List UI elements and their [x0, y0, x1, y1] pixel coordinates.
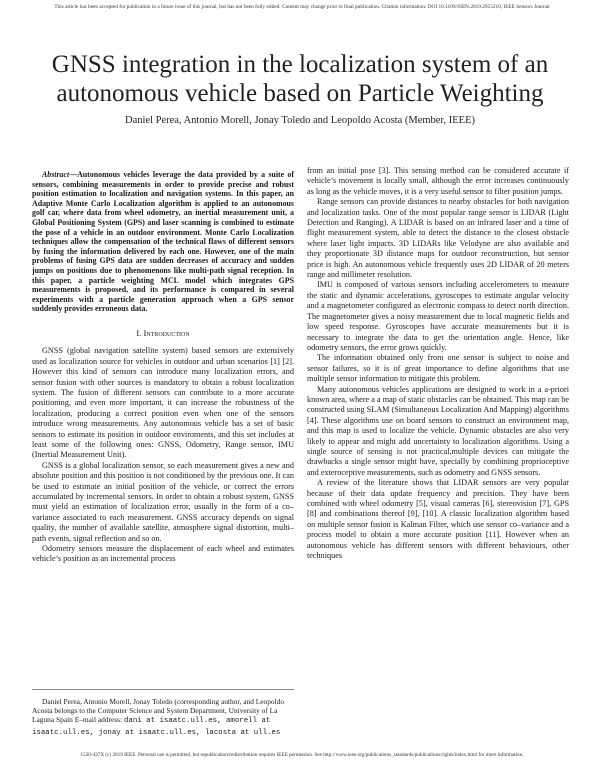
author-footnote	[32, 689, 294, 738]
body-paragraph-5: Many autonomous vehicles applications are designed to work in a a-priori known area, where a a map of static obstacles can be obtained. This map can be constructed using SLAM (Simultaneous Localization And Mapping) algorithms [4]. These algorithms use on board sensors to construct an environment map, and this map is used to localize the vehicle. Dynamic obstacles are also very likely to appear and might add uncertainty to localization algorithms. Using a single source of sensing is not practical,multiple devices can mitigate the drawbacks a single sensor might have, specially by combining proprioceptive and exteroceptive measurements, such as odometry and GNSS sensors.	[307, 384, 569, 477]
abstract	[32, 170, 294, 314]
intro-paragraph-3: Odometry sensors measure the displacement of each wheel and estimates vehicle’s position as an incremental process	[32, 544, 294, 564]
right-column	[307, 166, 569, 561]
body-paragraph-1: from an initial pose [3]. This sensing method can be considered accurate if vehicle’s movement is locally small, although the error increases continuously as long as the vehicle moves, it is a very useful sensor to filter position jumps.	[307, 166, 569, 196]
body-paragraph-3: IMU is composed of various sensors including accelerometers to measure the static and dynamic accelerations, gyroscopes to estimate angular velocity and a magnetometer configured as electronic compass to detect north direction. The magnetometer gives a noisy measurement due to local magnetic fields and low speed response. Gyroscopes have accurate measurements but it is necessary to integrate the data to get the orientation angle. Hence, like odometry sensors, the error grows quickly.	[307, 280, 569, 352]
authors-text: Daniel Perea, Antonio Morell, Jonay Toledo and Leopoldo Acosta (Member, IEEE)	[124, 115, 476, 126]
footnote-affiliation: Daniel Perea, Antonio Morell, Jonay Toledo (corresponding author, and Leopoldo Acosta belongs to the Computer Science and System Department, University of La Laguna Spain E–mail address:	[32, 697, 285, 725]
section-heading-introduction: I. Introduction	[136, 327, 190, 338]
journal-banner: This article has been accepted for publication in a future issue of this journal, but has not been fully edited. Content may change prior to final publication. Citation information: DOI 10.1109/JSEN.2019.2955210, IEEE Sensors Journal	[54, 4, 550, 10]
copyright-footer: 1530-437X (c) 2019 IEEE. Personal use is permitted, but republication/redistribution requires IEEE permission. See http://www.ieee.org/publications_standards/publications/rights/index.html for more information.	[80, 752, 524, 758]
author-list	[40, 115, 560, 126]
body-paragraph-2: Range sensors can provide distances to nearby obstacles for both navigation and localization tasks. One of the most popular range sensor is LIDAR (Light Detection and Ranging). A LIDAR is based on an infrared laser and a time of flight measurement system, able to detect the distance to the closest obstacle where laser light impacts. 3D LIDARs like Velodyne are also available and they proportionate 3D distance maps for outdoor reconstruction, but sensor price is high. An autonomous vehicle frequently uses 2D LIDAR of 20 meters range and millimeter resolution.	[307, 197, 569, 280]
footnote-emails: dani at isaatc.ull.es, amorell at isaatc.ull.es, jonay at isaatc.ull.es, lacosta at ull.es	[32, 717, 281, 737]
body-paragraph-6: A review of the literature shows that LIDAR sensors are very popular because of their data update frequency and precision. They have been combined with wheel odometry [5], visual cameras [6], stereovision [7], GPS [8] and combinations thereof [9], [10]. A classic localization algorithm based on multiple sensor fusion is Kalman Filter, which use sensor co–variance and a process model to obtain a more accurate position [11]. However when an autonomous vehicle has different sensors with different behaviours, other techniques	[307, 478, 569, 561]
left-column	[32, 170, 294, 565]
intro-paragraph-1: GNSS (global navigation satellite system) based sensors are extensively used as localization source for vehicles in outdoor and urban scenarios [1] [2]. However this kind of sensors can introduce many localization errors, and sensor fusion with other sources is mandatory to obtain a robust localization system. The fusion of different sensors can contribute to a more accurate positioning, and even more important, it can increase the robustness of the localization, producing a correct position even when one of the sensors introduce wrong measurements. Any autonomous vehicle has a set of basic sensors to estimate its position in outdoor enviroments, and this set includes at least some of the following ones: GNSS, Odometry, Range sensor, IMU (Inertial Measurement Unit).	[32, 346, 294, 460]
abstract-body: —Autonomous vehicles leverage the data provided by a suite of sensors, combining measurements in order to provide precise and robust position estimation to localization and navigation systems. In this paper, an Adaptive Monte Carlo Localization algorithm is applied to an autonomous golf car, where data from wheel odometry, an inertial measurement unit, a Global Positioning System (GPS) and laser scanning is combined to estimate the pose of a vehicle in an outdoor environment. Monte Carlo Localization techniques allow the compensation of the technical flaws of different sensors by fusing the information delivered by each one. However, one of the main problems of fusing GPS data are sudden decreases of accuracy and sudden jumps on positions due to phenomenons like multi-path signal reception. In this paper, a particle weighting MCL model which integrates GPS measurements is proposed, and its performance is compared in several experiments with a particle generation approach when a GPS sensor suddenly provides erroneous data.	[32, 170, 294, 314]
intro-paragraph-2: GNSS is a global localization sensor, so each measurement gives a new and absolute position and this position is not conditioned by the previous one. It can be used to estimate an initial position of the vehicle, or correct the errors accumulated by incremental sensors. In order to obtain a robust system, GNSS must yield an estimation of localization error, usually in the form of a co–variance associated to each measurement. GNSS accuracy depends on signal quality, the number of available satellite, atmosphere signal distortion, multi–path events, signal reflection and so on.	[32, 460, 294, 543]
body-paragraph-4: The information obtained only from one sensor is subject to noise and sensor failures, so it is of great importance to define algorithms that use multiple sensor information to mitigate this problem.	[307, 353, 569, 384]
abstract-lead: Abstract	[42, 170, 70, 179]
footnote-text	[32, 697, 294, 738]
paper-title: GNSS integration in the localization system of an autonomous vehicle based on Particle Weighting	[51, 51, 549, 107]
